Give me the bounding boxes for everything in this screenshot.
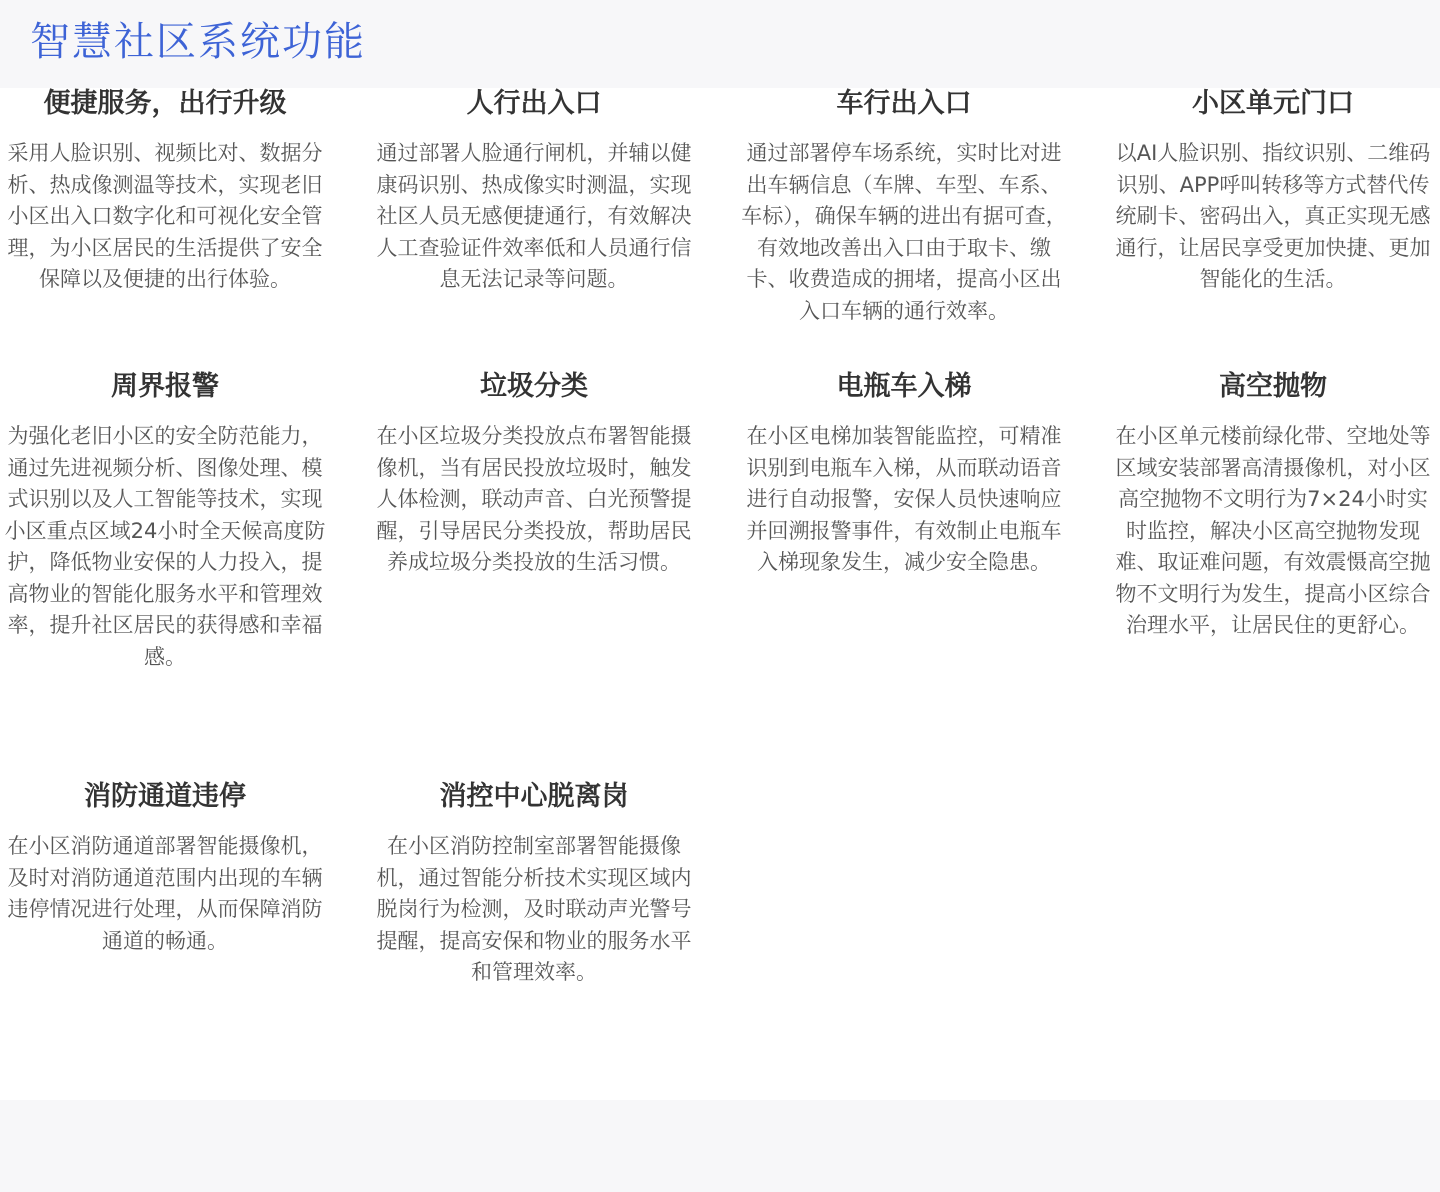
page-title: 智慧社区系统功能 bbox=[30, 19, 366, 65]
feature-description: 通过部署停车场系统，实时比对进出车辆信息（车牌、车型、车系、车标），确保车辆的进出有据可查，有效地改善出入口由于取卡、缴卡、收费造成的拥堵，提高小区出入口车辆的通行效率。 bbox=[741, 141, 1067, 323]
feature-description: 在小区垃圾分类投放点布署智能摄像机，当有居民投放垃圾时，触发人体检测，联动声音、白光预警提醒，引导居民分类投放，帮助居民养成垃圾分类投放的生活习惯。 bbox=[376, 424, 692, 574]
feature-card-vehicle-entrance bbox=[739, 88, 1069, 327]
feature-title: 便捷服务，出行升级 bbox=[43, 88, 287, 119]
feature-description: 采用人脸识别、视频比对、数据分析、热成像测温等技术，实现老旧小区出入口数字化和可视化安全管理，为小区居民的生活提供了安全保障以及便捷的出行体验。 bbox=[7, 141, 323, 291]
feature-title: 周界报警 bbox=[111, 371, 219, 402]
feature-description: 在小区电梯加装智能监控，可精准识别到电瓶车入梯，从而联动语音进行自动报警，安保人员快速响应并回溯报警事件，有效制止电瓶车入梯现象发生，减少安全隐患。 bbox=[746, 424, 1062, 574]
feature-card-ebike-elevator bbox=[739, 371, 1069, 579]
feature-card-fire-lane-parking bbox=[0, 781, 330, 957]
feature-title: 小区单元门口 bbox=[1192, 88, 1354, 119]
feature-card-convenient-service bbox=[0, 88, 330, 296]
feature-card-pedestrian-entrance bbox=[369, 88, 699, 296]
feature-description: 在小区消防通道部署智能摄像机，及时对消防通道范围内出现的车辆违停情况进行处理，从而保障消防通道的畅通。 bbox=[7, 834, 323, 953]
feature-description: 在小区消防控制室部署智能摄像机，通过智能分析技术实现区域内脱岗行为检测，及时联动声光警号提醒，提高安保和物业的服务水平和管理效率。 bbox=[376, 834, 692, 984]
feature-title: 垃圾分类 bbox=[480, 371, 588, 402]
feature-title: 消控中心脱离岗 bbox=[439, 781, 629, 812]
feature-description: 以AI人脸识别、指纹识别、二维码识别、APP呼叫转移等方式替代传统刷卡、密码出入，真正实现无感通行，让居民享受更加快捷、更加智能化的生活。 bbox=[1115, 141, 1431, 291]
feature-title: 人行出入口 bbox=[466, 88, 602, 119]
feature-card-perimeter-alarm bbox=[0, 371, 330, 673]
feature-card-fire-control-center bbox=[369, 781, 699, 989]
feature-title: 高空抛物 bbox=[1219, 371, 1327, 402]
footer-band bbox=[0, 1100, 1440, 1192]
feature-title: 消防通道违停 bbox=[84, 781, 246, 812]
feature-title: 电瓶车入梯 bbox=[836, 371, 972, 402]
feature-card-high-altitude-throwing bbox=[1108, 371, 1438, 642]
feature-card-garbage-sorting bbox=[369, 371, 699, 579]
feature-description: 为强化老旧小区的安全防范能力，通过先进视频分析、图像处理、模式识别以及人工智能等技术，实现小区重点区域24小时全天候高度防护，降低物业安保的人力投入，提高物业的智能化服务水平和管理效率，提升社区居民的获得感和幸福感。 bbox=[4, 424, 326, 669]
feature-title: 车行出入口 bbox=[836, 88, 972, 119]
feature-description: 在小区单元楼前绿化带、空地处等区域安装部署高清摄像机，对小区高空抛物不文明行为7×24小时实时监控，解决小区高空抛物发现难、取证难问题，有效震慑高空抛物不文明行为发生，提高小区综合治理水平，让居民住的更舒心。 bbox=[1115, 424, 1431, 637]
feature-card-unit-door bbox=[1108, 88, 1438, 296]
feature-description: 通过部署人脸通行闸机，并辅以健康码识别、热成像实时测温，实现社区人员无感便捷通行，有效解决人工查验证件效率低和人员通行信息无法记录等问题。 bbox=[376, 141, 692, 291]
